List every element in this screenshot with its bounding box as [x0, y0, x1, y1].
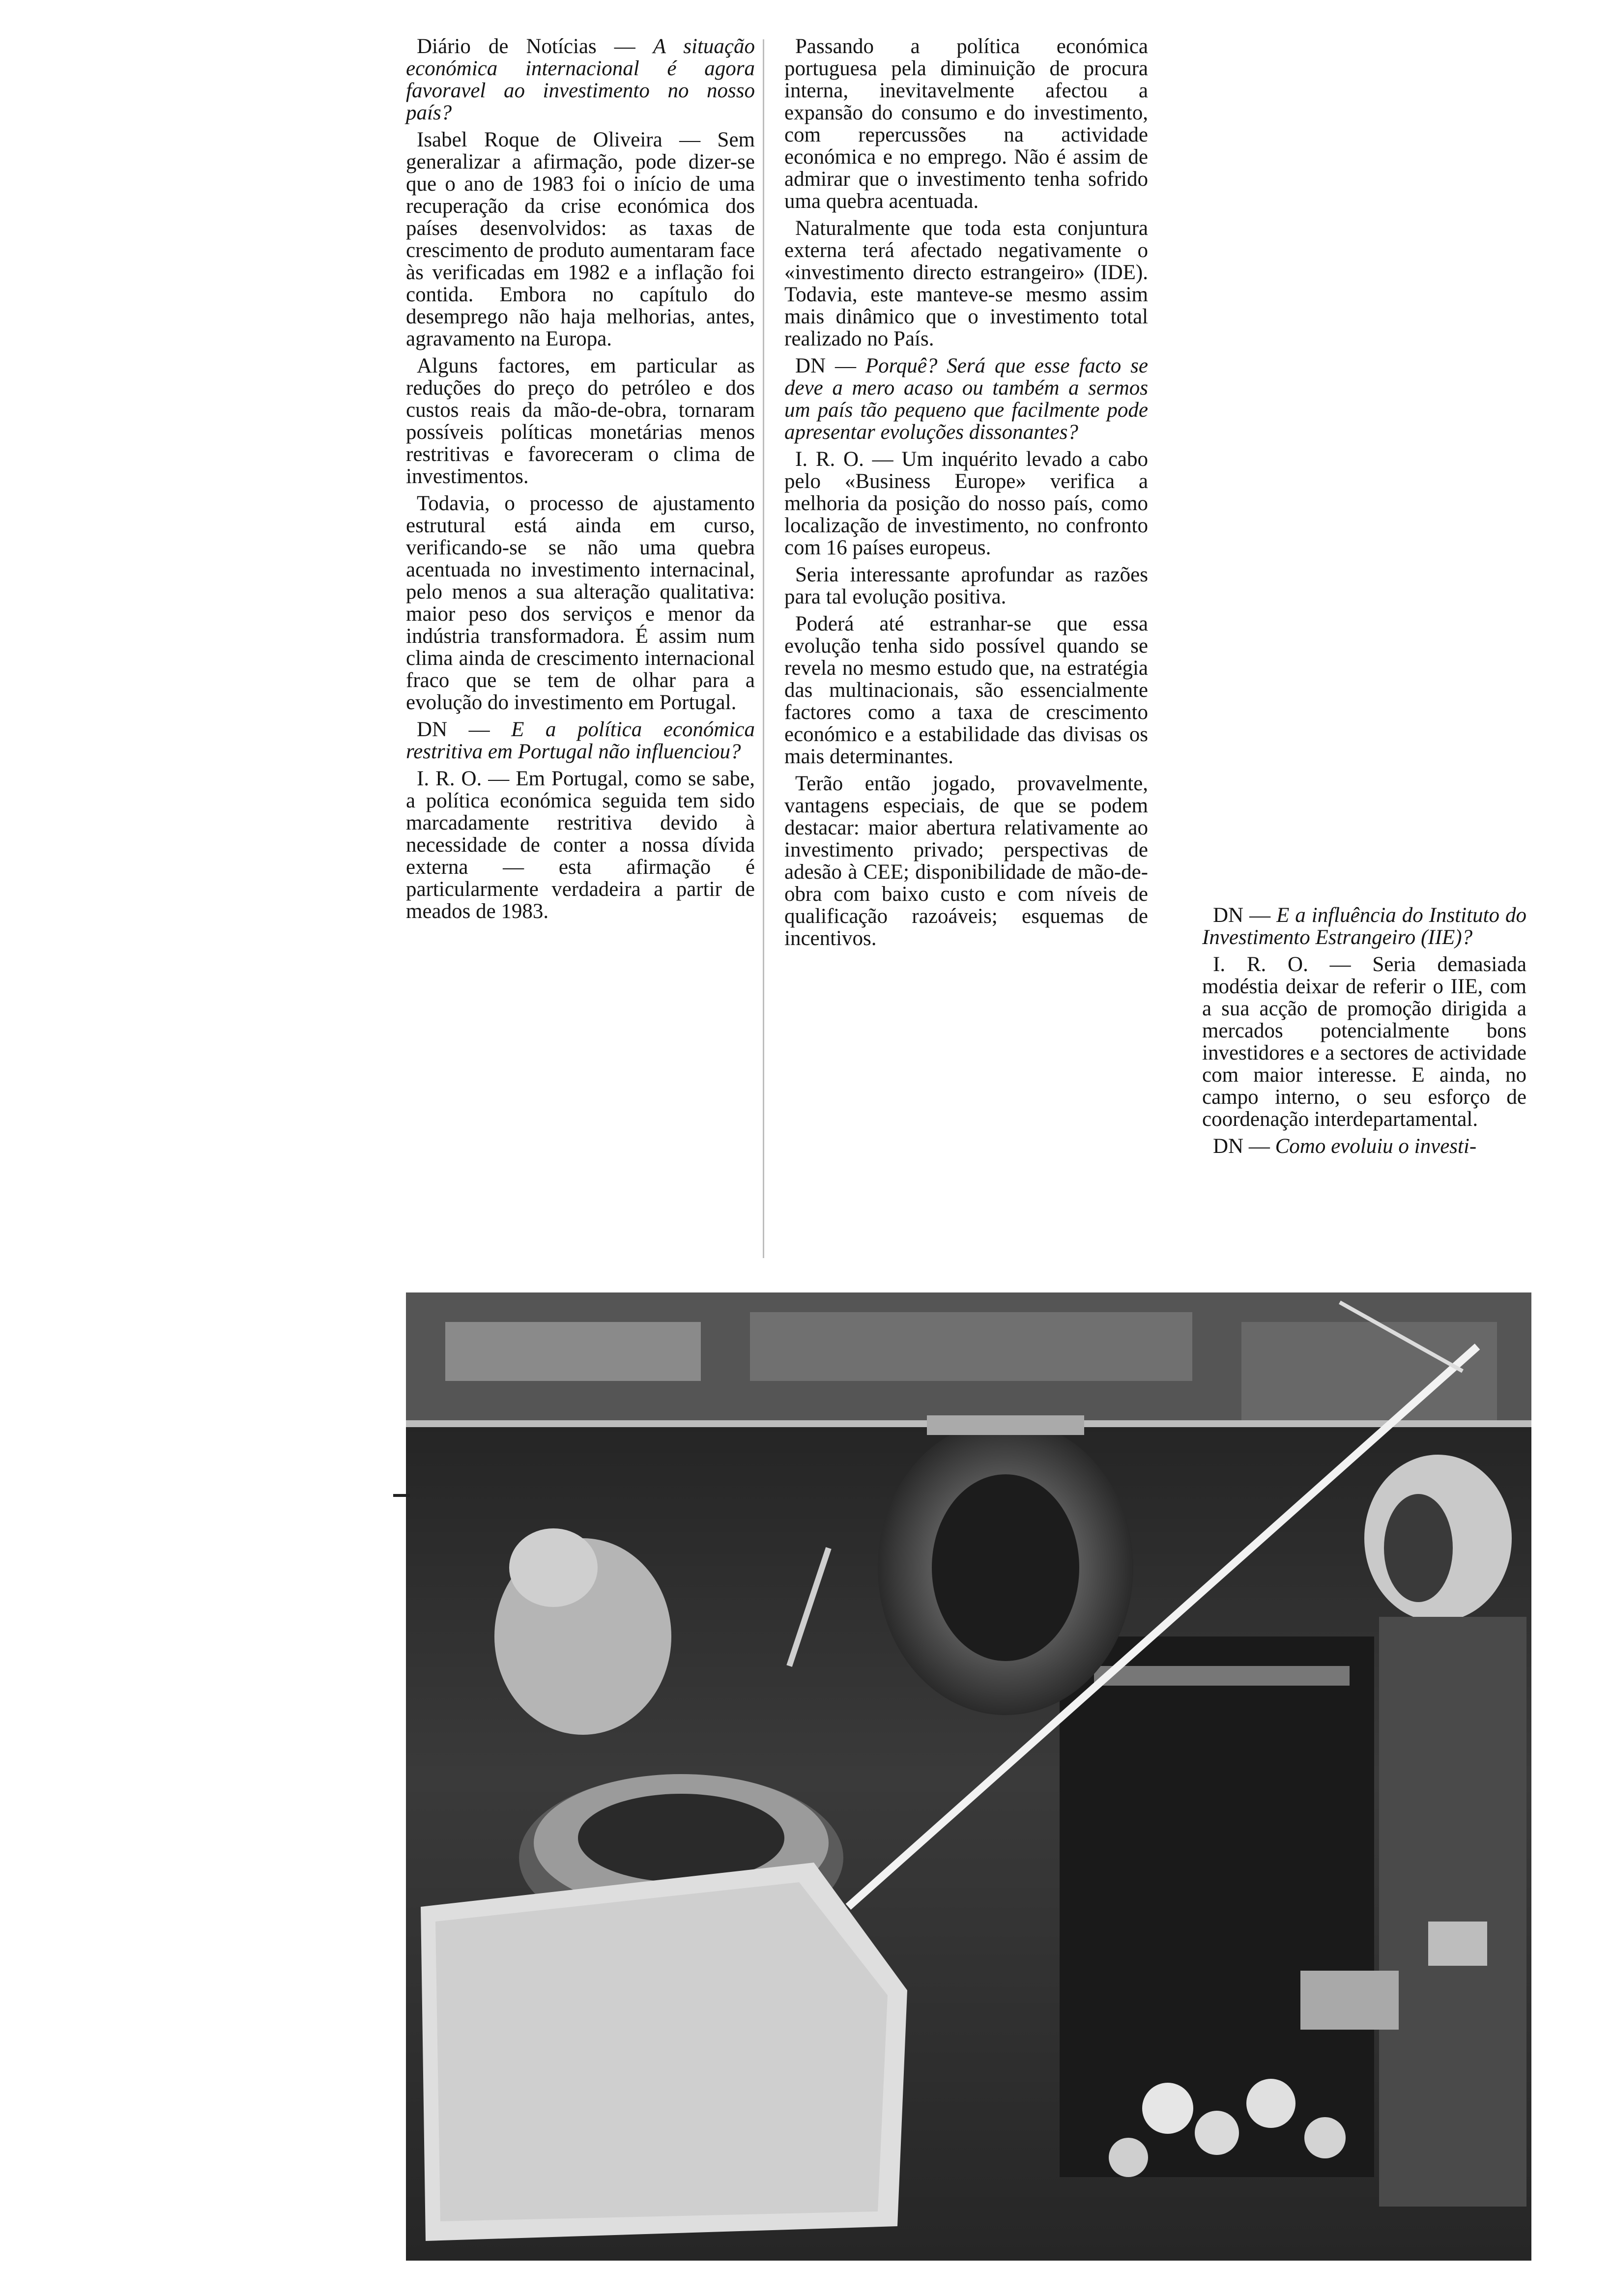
- margin-mark: [393, 1494, 410, 1497]
- speaker-label: DN —: [1213, 1135, 1275, 1158]
- interview-question-paragraph: [1202, 904, 1526, 948]
- interview-question-paragraph: [784, 355, 1148, 443]
- paragraph-text: Seria demasiada modéstia deixar de referir o IIE, com a sua acção de promoção dirigida a mercados potencialmente bons investidores e a sectores de actividade com maior interesse. E ainda, no campo interno, o seu esforço de coordenação interdepartamental.: [1202, 953, 1526, 1131]
- speaker-label: DN —: [795, 354, 865, 377]
- interview-answer-paragraph: [784, 35, 1148, 212]
- speaker-label: DN —: [1213, 904, 1277, 927]
- paragraph-text: Naturalmente que toda esta conjuntura externa terá afectado negativamente o «investimento directo estrangeiro» (IDE). Todavia, este manteve-se mesmo assim mais dinâmico que o investimento total realizado no País.: [784, 217, 1148, 350]
- paragraph-text: A situação económica internacional é agora favoravel ao investimento no nosso país?: [406, 35, 755, 124]
- speaker-label: Isabel Roque de Oliveira —: [417, 128, 718, 151]
- article-column-1: [406, 35, 755, 927]
- column-rule: [763, 39, 764, 1258]
- paragraph-text: Um inquérito levado a cabo pelo «Business Europe» verifica a melhoria da posição do nosso país, como localização de investimento, no confronto com 16 países europeus.: [784, 448, 1148, 559]
- interview-answer-paragraph: [406, 492, 755, 714]
- paragraph-text: Terão então jogado, provavelmente, vantagens especiais, de que se podem destacar: maior abertura relativamente ao investimento privado; perspectivas de adesão à CEE; disponibilidade de mão-de-obra com baixo custo e com níveis de qualificação razoáveis; esquemas de incentivos.: [784, 772, 1148, 950]
- speaker-label: Diário de Notícias —: [417, 35, 653, 58]
- paragraph-text: Passando a política económica portuguesa pela diminuição de procura interna, inevitavelmente afectou a expansão do consumo e do investimento, com repercussões na actividade económica e no emprego. Não é assim de admirar que o investimento tenha sofrido uma quebra acentuada.: [784, 35, 1148, 213]
- interview-question-paragraph: [406, 718, 755, 763]
- speaker-label: I. R. O. —: [417, 767, 516, 790]
- interview-answer-paragraph: [784, 613, 1148, 768]
- paragraph-text: E a influência do Instituto do Investimento Estrangeiro (IIE)?: [1202, 904, 1526, 949]
- interview-question-paragraph: [1202, 1135, 1526, 1157]
- interview-answer-paragraph: [784, 448, 1148, 559]
- speaker-label: I. R. O. —: [1213, 953, 1373, 976]
- interview-question-paragraph: [406, 35, 755, 124]
- interview-answer-paragraph: [406, 129, 755, 350]
- speaker-label: DN —: [417, 718, 512, 741]
- paragraph-text: Porquê? Será que esse facto se deve a mero acaso ou também a sermos um país tão pequeno que facilmente pode apresentar evoluções dissonantes?: [784, 354, 1148, 444]
- article-column-3: [1202, 904, 1526, 1162]
- article-column-2: [784, 35, 1148, 954]
- interview-answer-paragraph: [784, 773, 1148, 949]
- paragraph-text: Todavia, o processo de ajustamento estrutural está ainda em curso, verificando-se se não uma quebra acentuada no investimento internacinal, pelo menos a sua alteração qualitativa: maior peso dos serviços e menor da indústria transformadora. É assim num clima ainda de crescimento internacional fraco que se tem de olhar para a evolução do investimento em Portugal.: [406, 492, 755, 714]
- paragraph-text: Sem generalizar a afirmação, pode dizer-se que o ano de 1983 foi o início de uma recuperação da crise económica dos países desenvolvidos: as taxas de crescimento de produto aumentaram face às verificadas em 1982 e a inflação foi contida. Embora no capítulo do desemprego não haja melhorias, antes, agravamento na Europa.: [406, 128, 755, 350]
- speaker-label: I. R. O. —: [795, 448, 902, 471]
- paragraph-text: E a política económica restritiva em Portugal não influenciou?: [406, 718, 755, 763]
- interview-answer-paragraph: [406, 768, 755, 922]
- paragraph-text: Seria interessante aprofundar as razões para tal evolução positiva.: [784, 563, 1148, 608]
- paragraph-text: Como evoluiu o investi-: [1275, 1135, 1477, 1158]
- paragraph-text: Em Portugal, como se sabe, a política económica seguida tem sido marcadamente restritiva devido à necessidade de conter a nossa dívida externa — esta afirmação é particularmente verdadeira a partir de meados de 1983.: [406, 767, 755, 923]
- interview-answer-paragraph: [784, 564, 1148, 608]
- paragraph-text: Alguns factores, em particular as reduções do preço do petróleo e dos custos reais da mão-de-obra, tornaram possíveis políticas monetárias menos restritivas e favoreceram o clima de investimentos.: [406, 354, 755, 488]
- photo-illustration: [406, 1292, 1531, 2261]
- interview-answer-paragraph: [1202, 953, 1526, 1130]
- factory-workers-photo: [406, 1292, 1531, 2261]
- interview-answer-paragraph: [784, 217, 1148, 350]
- paragraph-text: Poderá até estranhar-se que essa evolução tenha sido possível quando se revela no mesmo estudo que, na estratégia das multinacionais, são essencialmente factores como a taxa de crescimento económico e a estabilidade das divisas os mais determinantes.: [784, 612, 1148, 768]
- interview-answer-paragraph: [406, 355, 755, 488]
